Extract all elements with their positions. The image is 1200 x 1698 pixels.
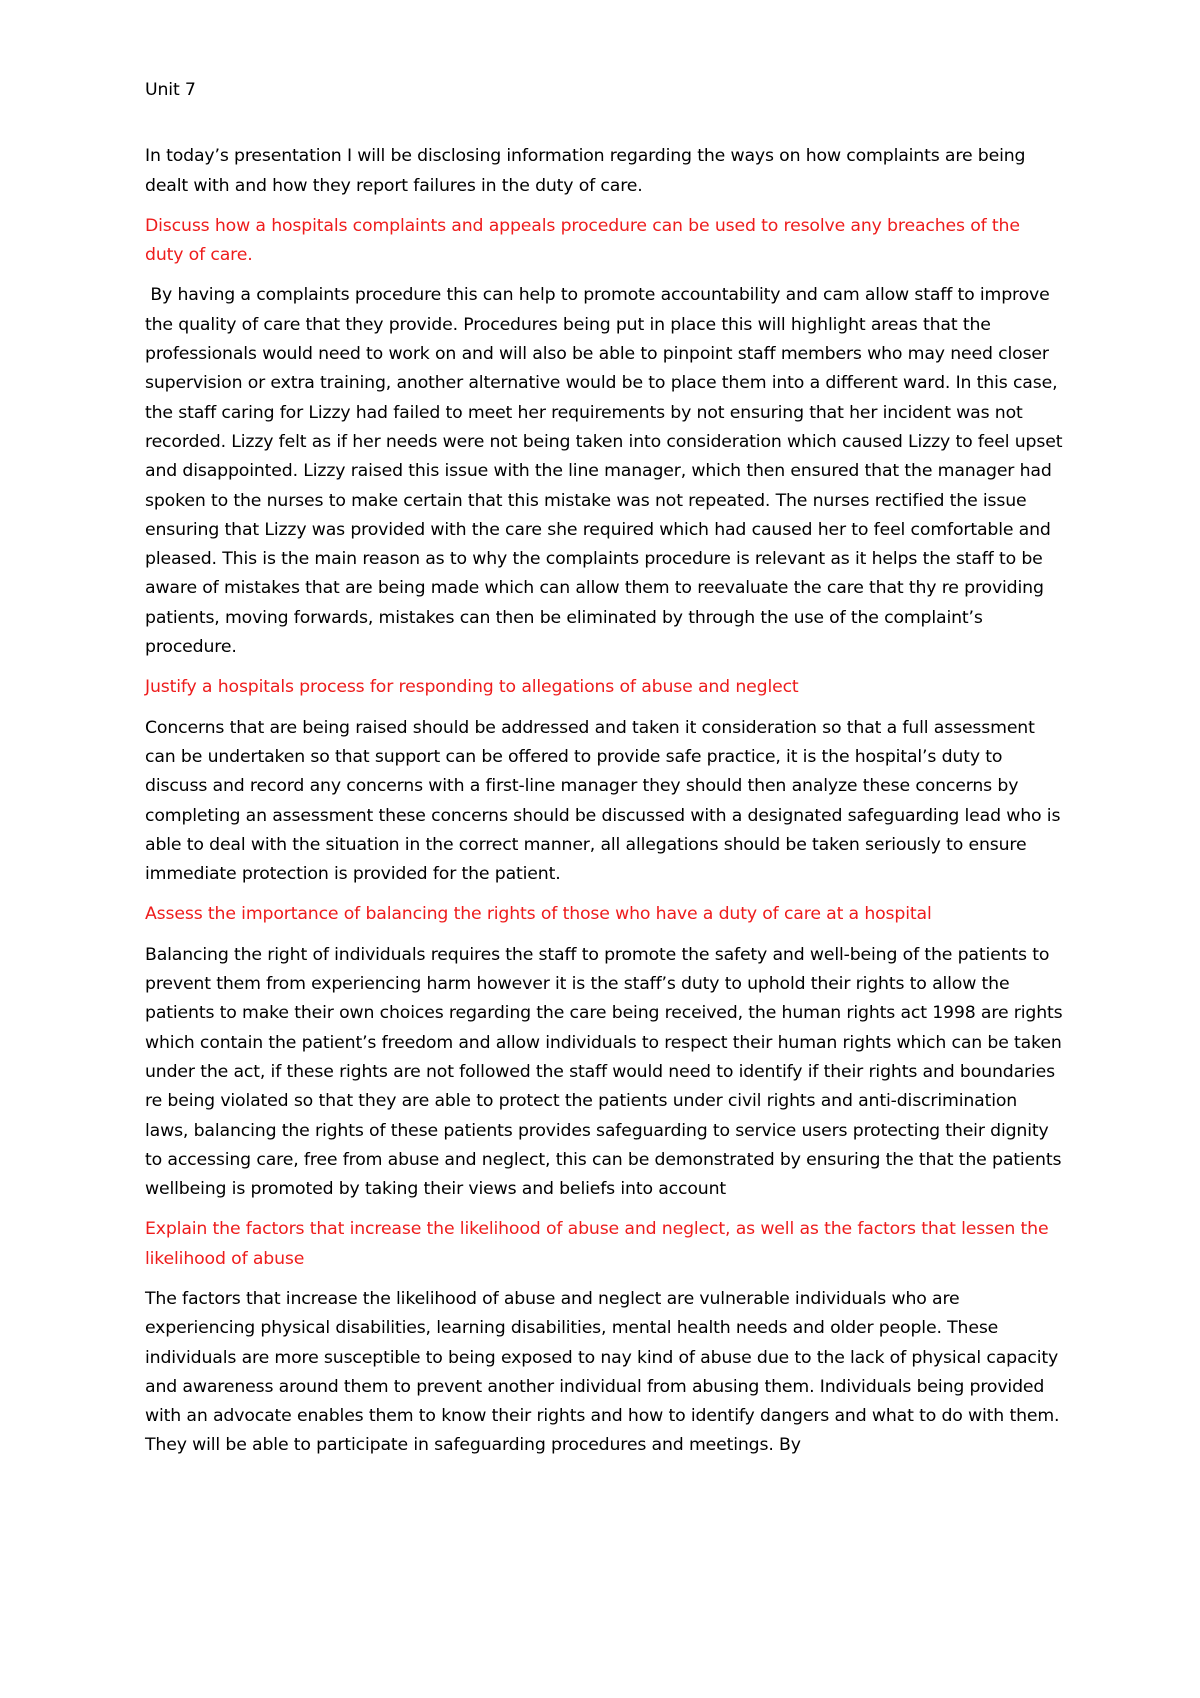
spacer — [145, 105, 1063, 142]
section-heading: Discuss how a hospitals complaints and appeals procedure can be used to resolve any breaches of the duty of care. — [145, 215, 1020, 266]
section-heading: Explain the factors that increase the likelihood of abuse and neglect, as well as the factors that lessen the likelihood of abuse — [145, 1219, 1049, 1269]
document-body — [145, 76, 1068, 1461]
section-heading: Justify a hospitals process for responding to allegations of abuse and neglect — [145, 677, 799, 698]
section-heading: Assess the importance of balancing the rights of those who have a duty of care at a hospital — [145, 904, 932, 925]
spacer — [145, 1274, 1063, 1285]
spacer — [145, 1204, 1063, 1215]
document-header: Unit 7 — [145, 80, 196, 100]
spacer — [145, 889, 1063, 900]
spacer — [145, 662, 1063, 673]
section-body: The factors that increase the likelihood of abuse and neglect are vulnerable individuals who are experiencing physical disabilities, learning disabilities, mental health needs and older people. These individuals are more susceptible to being exposed to nay kind of abuse due to the lack of physical capacity and awareness around them to prevent another individual from abusing them. Individuals being provided with an advocate enables them to know their rights and how to identify dangers and what to do with them. They will be able to participate in safeguarding procedures and meetings. By — [145, 1288, 1060, 1456]
spacer — [145, 930, 1063, 941]
spacer — [145, 703, 1063, 714]
section-body: Balancing the right of individuals requires the staff to promote the safety and well-being of the patients to prevent them from experiencing harm however it is the staff’s duty to uphold their rights to allow the patients to make their own choices regarding the care being received, the human rights act 1998 are rights which contain the patient’s freedom and allow individuals to respect their human rights which can be taken under the act, if these rights are not followed the staff would need to identify if their rights and boundaries re being violated so that they are able to protect the patients under civil rights and anti-discrimination laws, balancing the rights of these patients provides safeguarding to service users protecting their dignity to accessing care, free from abuse and neglect, this can be demonstrated by ensuring the that the patients wellbeing is promoted by taking their views and beliefs into account — [145, 944, 1063, 1200]
section-body: Concerns that are being raised should be addressed and taken it consideration so that a full assessment can be undertaken so that support can be offered to provide safe practice, it is the hospital’s duty to discuss and record any concerns with a first-line manager they should then analyze these concerns by completing an assessment these concerns should be discussed with a designated safeguarding lead who is able to deal with the situation in the correct manner, all allegations should be taken seriously to ensure immediate protection is provided for the patient. — [145, 717, 1061, 885]
intro-paragraph: In today’s presentation I will be disclosing information regarding the ways on how complaints are being dealt with and how they report failures in the duty of care. — [145, 146, 1026, 196]
spacer — [145, 270, 1063, 281]
section-body: By having a complaints procedure this can help to promote accountability and cam allow staff to improve the quality of care that they provide. Procedures being put in place this will highlight areas that the professionals would need to work on and will also be able to pinpoint staff members who may need closer supervision or extra training, another alternative would be to place them into a different ward. In this case, the staff caring for Lizzy had failed to meet her requirements by not ensuring that her incident was not recorded. Lizzy felt as if her needs were not being taken into consideration which caused Lizzy to feel upset and disappointed. Lizzy raised this issue with the line manager, which then ensured that the manager had spoken to the nurses to make certain that this mistake was not repeated. The nurses rectified the issue ensuring that Lizzy was provided with the care she required which had caused her to feel comfortable and pleased. This is the main reason as to why the complaints procedure is relevant as it helps the staff to be aware of mistakes that are being made which can allow them to reevaluate the care that thy re providing patients, moving forwards, mistakes can then be eliminated by through the use of the complaint’s procedure. — [145, 285, 1068, 658]
spacer — [145, 201, 1063, 212]
